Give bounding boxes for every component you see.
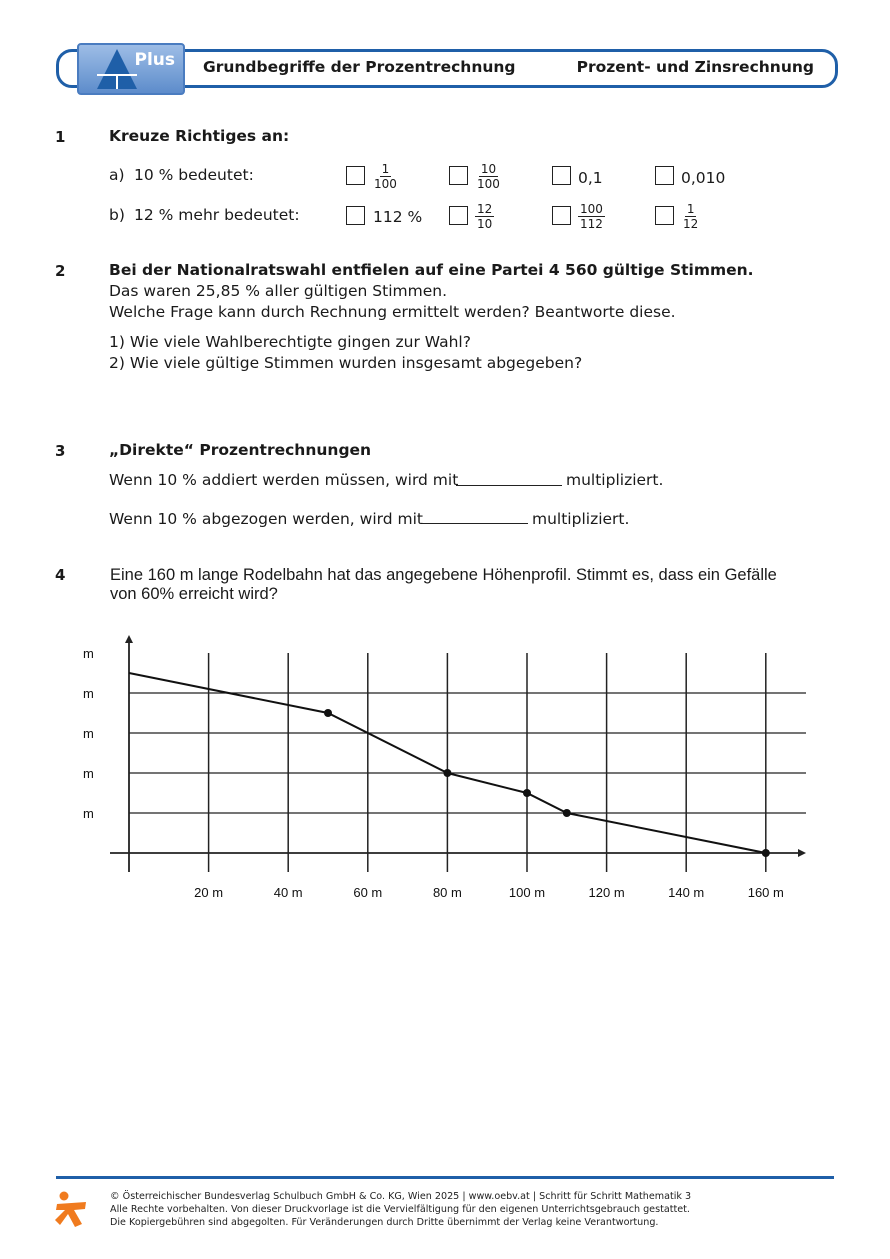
logo-text: Plus (134, 50, 175, 70)
task2-line2: Welche Frage kann durch Rechnung ermittelt werden? Beantworte diese. (109, 303, 676, 321)
profile-point (443, 769, 451, 777)
footer-line (56, 1176, 834, 1179)
x-axis-arrow-icon (798, 849, 806, 857)
option-1a-3: 0,1 (578, 169, 603, 187)
y-tick-label: m (83, 766, 94, 781)
x-tick-label: 100 m (508, 885, 546, 900)
footer-text (110, 1190, 691, 1229)
task4-number: 4 (55, 566, 66, 584)
x-tick-label: 20 m (194, 885, 224, 900)
option-1a-2: $\frac{10}{100}$ (477, 162, 500, 191)
chapter-title: Prozent- und Zinsrechnung (576, 58, 814, 76)
task3-line2-suffix: multipliziert. (532, 510, 630, 528)
x-tick-label: 160 m (747, 885, 784, 900)
task4-text-line1: Eine 160 m lange Rodelbahn hat das angegebene Höhenprofil. Stimmt es, dass ein Gefälle (110, 566, 777, 584)
y-tick-label: m (83, 646, 94, 661)
task1-number: 1 (55, 128, 66, 146)
chart-series (129, 673, 770, 857)
y-tick-label: m (83, 686, 94, 701)
task2-number: 2 (55, 262, 66, 280)
profile-point (563, 809, 571, 817)
profile-point (523, 789, 531, 797)
y-tick-label: m (83, 726, 94, 741)
y-tick-label: m (83, 806, 94, 821)
task1b-text: 12 % mehr bedeutet: (134, 206, 300, 224)
task1a-text: 10 % bedeutet: (134, 166, 254, 184)
oebv-logo-icon (52, 1190, 92, 1230)
task1a-label: a) (109, 166, 125, 184)
option-1a-4: 0,010 (681, 169, 726, 187)
chart-axes (110, 635, 806, 872)
task3-line1-suffix: multipliziert. (566, 471, 664, 489)
task2-question2: 2) Wie viele gültige Stimmen wurden insgesamt abgegeben? (109, 354, 583, 372)
option-1a-1: $\frac{1}{100}$ (374, 162, 397, 191)
option-1b-1: 112 % (373, 208, 423, 226)
task1-title: Kreuze Richtiges an: (109, 127, 290, 145)
task2-line1: Das waren 25,85 % aller gültigen Stimmen. (109, 282, 448, 300)
page-title: Grundbegriffe der Prozentrechnung (203, 58, 516, 76)
profile-point (762, 849, 770, 857)
task1b-label: b) (109, 206, 125, 224)
profile-point (324, 709, 332, 717)
footer-line1: © Österreichischer Bundesverlag Schulbuch GmbH & Co. KG, Wien 2025 | www.oebv.at | Schritt für Schritt Mathematik 3 (110, 1191, 692, 1202)
task3-number: 3 (55, 442, 66, 460)
x-tick-label: 140 m (668, 885, 705, 900)
footer-line2: Alle Rechte vorbehalten. Von dieser Druckvorlage ist die Vervielfältigung für den eigenen Unterrichtsgebrauch gestattet. (110, 1204, 690, 1215)
x-tick-label: 120 m (588, 885, 625, 900)
option-1b-3: $\frac{100}{112}$ (580, 202, 603, 231)
task3-line1-text: Wenn 10 % addiert werden müssen, wird mit (109, 471, 459, 489)
x-tick-label: 80 m (432, 885, 462, 900)
x-tick-label: 40 m (273, 885, 303, 900)
option-1b-2: $\frac{12}{10}$ (477, 202, 493, 231)
task3-title: „Direkte“ Prozentrechnungen (109, 441, 372, 459)
task2-title: Bei der Nationalratswahl entfielen auf eine Partei 4 560 gültige Stimmen. (109, 261, 754, 279)
y-axis-arrow-icon (125, 635, 133, 643)
task3-line2-text: Wenn 10 % abgezogen werden, wird mit (109, 510, 423, 528)
option-1b-4: $\frac{1}{12}$ (683, 202, 699, 231)
chart-grid (129, 653, 806, 872)
task2-question1: 1) Wie viele Wahlberechtigte gingen zur Wahl? (109, 333, 471, 351)
x-tick-label: 60 m (353, 885, 383, 900)
task4-text-line2: von 60% erreicht wird? (110, 585, 278, 603)
footer-line3: Die Kopiergebühren sind abgegolten. Für Veränderungen durch Dritte übernimmt der Verlag keine Verantwortung. (110, 1217, 659, 1228)
